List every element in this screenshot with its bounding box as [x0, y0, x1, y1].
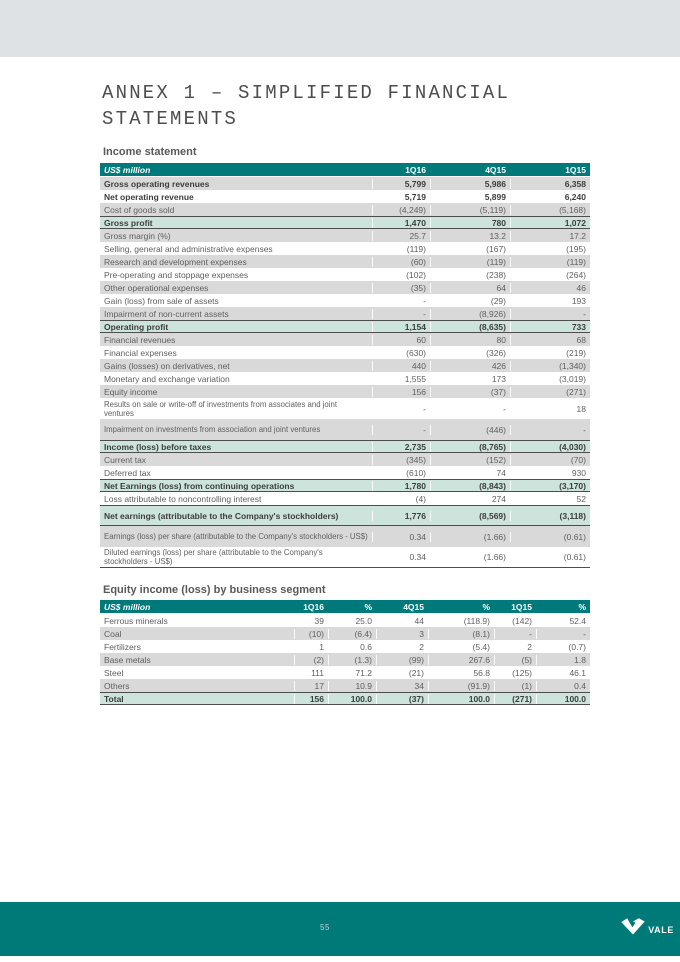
- cell-value: 64: [430, 283, 510, 293]
- page-title-line1: ANNEX 1 – SIMPLIFIED FINANCIAL: [102, 82, 511, 104]
- column-header: 4Q15: [403, 601, 424, 612]
- table-row: [100, 346, 590, 359]
- cell-value: 1,154: [372, 322, 430, 332]
- table-row: [100, 453, 590, 466]
- table-row: [100, 666, 590, 679]
- row-label: Net operating revenue: [104, 191, 194, 202]
- table-row: [100, 653, 590, 666]
- cell-value: 100.0: [328, 694, 376, 704]
- row-label: Gross profit: [104, 217, 153, 228]
- cell-value: 0.6: [328, 642, 376, 652]
- table-row: [100, 190, 590, 203]
- cell-value: 6,358: [510, 179, 590, 189]
- cell-value: (1.3): [328, 655, 376, 665]
- cell-value: -: [510, 425, 590, 435]
- cell-value: 193: [510, 296, 590, 306]
- table-row: [100, 479, 590, 492]
- cell-value: (1.66): [430, 532, 510, 542]
- cell-value: (271): [510, 387, 590, 397]
- cell-value: (6.4): [328, 629, 376, 639]
- cell-value: (37): [430, 387, 510, 397]
- cell-value: 780: [430, 218, 510, 228]
- cell-value: 5,986: [430, 179, 510, 189]
- table-row: [100, 505, 590, 526]
- cell-value: 2,735: [372, 442, 430, 452]
- row-label: Gross operating revenues: [104, 178, 210, 189]
- cell-value: 39: [294, 616, 328, 626]
- cell-value: 733: [510, 322, 590, 332]
- row-label: Gross margin (%): [104, 230, 171, 241]
- unit-label: US$ million: [104, 601, 151, 612]
- cell-value: 60: [372, 335, 430, 345]
- cell-value: (119): [372, 244, 430, 254]
- cell-value: 6,240: [510, 192, 590, 202]
- cell-value: 17.2: [510, 231, 590, 241]
- cell-value: -: [536, 629, 590, 639]
- table-row: [100, 255, 590, 268]
- table-row: [100, 216, 590, 229]
- cell-value: (1,340): [510, 361, 590, 371]
- row-label: Operating profit: [104, 321, 169, 332]
- row-label: Total: [104, 693, 124, 704]
- cell-value: (4,030): [510, 442, 590, 452]
- column-header: 1Q15: [565, 164, 586, 175]
- cell-value: (2): [294, 655, 328, 665]
- cell-value: -: [372, 309, 430, 319]
- table-row: [100, 307, 590, 320]
- column-header: %: [482, 601, 490, 612]
- page-footer: [0, 902, 680, 956]
- column-header: 4Q15: [485, 164, 506, 175]
- cell-value: (118.9): [428, 616, 494, 626]
- cell-value: 2: [376, 642, 428, 652]
- table-row: [100, 419, 590, 440]
- cell-value: 52: [510, 494, 590, 504]
- row-label: Income (loss) before taxes: [104, 441, 212, 452]
- table-header-row: [100, 163, 590, 176]
- cell-value: (264): [510, 270, 590, 280]
- row-label: Monetary and exchange variation: [104, 373, 230, 384]
- cell-value: 17: [294, 681, 328, 691]
- top-band: [0, 0, 680, 57]
- row-label: Others: [104, 680, 130, 691]
- column-header: 1Q16: [303, 601, 324, 612]
- cell-value: -: [510, 309, 590, 319]
- row-label: Diluted earnings (loss) per share (attributable to the Company's stockholders - US$): [104, 548, 323, 566]
- cell-value: (119): [430, 257, 510, 267]
- table-row: [100, 466, 590, 479]
- cell-value: 426: [430, 361, 510, 371]
- row-label: Impairment of non-current assets: [104, 308, 229, 319]
- cell-value: (3,118): [510, 511, 590, 521]
- cell-value: (102): [372, 270, 430, 280]
- row-label: Deferred tax: [104, 467, 151, 478]
- table-row: [100, 526, 590, 547]
- cell-value: (125): [494, 668, 536, 678]
- row-label: Gain (loss) from sale of assets: [104, 295, 219, 306]
- cell-value: -: [494, 629, 536, 639]
- cell-value: (21): [376, 668, 428, 678]
- cell-value: 10.9: [328, 681, 376, 691]
- table-row: [100, 294, 590, 307]
- cell-value: 46.1: [536, 668, 590, 678]
- cell-value: 44: [376, 616, 428, 626]
- cell-value: (10): [294, 629, 328, 639]
- table-row: [100, 679, 590, 692]
- cell-value: (4,249): [372, 205, 430, 215]
- cell-value: (119): [510, 257, 590, 267]
- cell-value: 3: [376, 629, 428, 639]
- table-row: [100, 229, 590, 242]
- cell-value: 1,780: [372, 481, 430, 491]
- row-label: Base metals: [104, 654, 151, 665]
- cell-value: 46: [510, 283, 590, 293]
- cell-value: (1.66): [430, 552, 510, 562]
- table-row: [100, 627, 590, 640]
- equity-income-table: [100, 600, 590, 705]
- cell-value: (238): [430, 270, 510, 280]
- cell-value: (271): [494, 694, 536, 704]
- cell-value: (70): [510, 455, 590, 465]
- cell-value: (167): [430, 244, 510, 254]
- table-row: [100, 614, 590, 627]
- row-label: Financial expenses: [104, 347, 177, 358]
- cell-value: -: [372, 296, 430, 306]
- cell-value: 440: [372, 361, 430, 371]
- cell-value: 2: [494, 642, 536, 652]
- income-statement-table: [100, 163, 590, 568]
- cell-value: 100.0: [428, 694, 494, 704]
- row-label: Earnings (loss) per share (attributable to the Company's stockholders - US$): [104, 532, 368, 541]
- cell-value: 156: [372, 387, 430, 397]
- cell-value: (195): [510, 244, 590, 254]
- row-label: Selling, general and administrative expenses: [104, 243, 273, 254]
- table-row: [100, 492, 590, 505]
- table-row: [100, 320, 590, 333]
- cell-value: (8,569): [430, 511, 510, 521]
- row-label: Loss attributable to noncontrolling interest: [104, 493, 262, 504]
- column-header: 1Q16: [405, 164, 426, 175]
- table-row: [100, 547, 590, 568]
- cell-value: 100.0: [536, 694, 590, 704]
- equity-income-heading: Equity income (loss) by business segment: [103, 584, 326, 596]
- cell-value: -: [372, 404, 430, 414]
- cell-value: (5,119): [430, 205, 510, 215]
- cell-value: 5,719: [372, 192, 430, 202]
- column-header: %: [578, 601, 586, 612]
- cell-value: (4): [372, 494, 430, 504]
- row-label: Fertilizers: [104, 641, 141, 652]
- page-title: [102, 80, 510, 132]
- table-row: [100, 177, 590, 190]
- table-row: [100, 640, 590, 653]
- cell-value: (5,168): [510, 205, 590, 215]
- unit-label: US$ million: [104, 164, 151, 175]
- cell-value: (60): [372, 257, 430, 267]
- income-statement-heading: Income statement: [103, 146, 197, 158]
- row-label: Results on sale or write-off of investments from associates and joint ventures: [104, 399, 338, 418]
- table-row: [100, 203, 590, 216]
- table-row: [100, 440, 590, 453]
- cell-value: (1): [494, 681, 536, 691]
- cell-value: 5,899: [430, 192, 510, 202]
- cell-value: (8.1): [428, 629, 494, 639]
- row-label: Impairment on investments from association and joint ventures: [104, 425, 321, 434]
- cell-value: (91.9): [428, 681, 494, 691]
- cell-value: (446): [430, 425, 510, 435]
- row-label: Coal: [104, 628, 122, 639]
- cell-value: (8,635): [430, 322, 510, 332]
- cell-value: (152): [430, 455, 510, 465]
- cell-value: 1,470: [372, 218, 430, 228]
- cell-value: 25.0: [328, 616, 376, 626]
- cell-value: 80: [430, 335, 510, 345]
- table-row: [100, 692, 590, 705]
- cell-value: 173: [430, 374, 510, 384]
- table-row: [100, 372, 590, 385]
- row-label: Financial revenues: [104, 334, 176, 345]
- row-label: Ferrous minerals: [104, 615, 168, 626]
- cell-value: (219): [510, 348, 590, 358]
- cell-value: 5,799: [372, 179, 430, 189]
- vale-wordmark: VALE: [648, 925, 674, 935]
- row-label: Net earnings (attributable to the Company's stockholders): [104, 510, 339, 521]
- cell-value: (0.7): [536, 642, 590, 652]
- cell-value: 156: [294, 694, 328, 704]
- row-label: Gains (losses) on derivatives, net: [104, 360, 230, 371]
- row-label: Other operational expenses: [104, 282, 209, 293]
- vale-v-icon: [620, 915, 646, 937]
- row-label: Steel: [104, 667, 124, 678]
- cell-value: (5.4): [428, 642, 494, 652]
- cell-value: (0.61): [510, 532, 590, 542]
- cell-value: 56.8: [428, 668, 494, 678]
- cell-value: (0.61): [510, 552, 590, 562]
- cell-value: 0.4: [536, 681, 590, 691]
- cell-value: 1,555: [372, 374, 430, 384]
- cell-value: 267.6: [428, 655, 494, 665]
- cell-value: 25.7: [372, 231, 430, 241]
- column-header: 1Q15: [511, 601, 532, 612]
- table-row: [100, 242, 590, 255]
- row-label: Net Earnings (loss) from continuing operations: [104, 480, 295, 491]
- column-header: %: [364, 601, 372, 612]
- cell-value: 74: [430, 468, 510, 478]
- cell-value: 0.34: [372, 552, 430, 562]
- cell-value: (8,843): [430, 481, 510, 491]
- cell-value: 111: [294, 668, 328, 678]
- cell-value: 68: [510, 335, 590, 345]
- cell-value: (35): [372, 283, 430, 293]
- table-row: [100, 359, 590, 372]
- table-row: [100, 385, 590, 398]
- cell-value: 274: [430, 494, 510, 504]
- cell-value: 52.4: [536, 616, 590, 626]
- table-row: [100, 281, 590, 294]
- row-label: Research and development expenses: [104, 256, 247, 267]
- vale-logo: [620, 915, 674, 937]
- cell-value: (3,019): [510, 374, 590, 384]
- cell-value: (5): [494, 655, 536, 665]
- row-label: Pre-operating and stoppage expenses: [104, 269, 249, 280]
- row-label: Equity income: [104, 386, 158, 397]
- cell-value: (99): [376, 655, 428, 665]
- cell-value: 1: [294, 642, 328, 652]
- cell-value: 1.8: [536, 655, 590, 665]
- cell-value: 1,776: [372, 511, 430, 521]
- cell-value: (29): [430, 296, 510, 306]
- cell-value: (37): [376, 694, 428, 704]
- cell-value: (3,170): [510, 481, 590, 491]
- cell-value: 13.2: [430, 231, 510, 241]
- cell-value: 930: [510, 468, 590, 478]
- page-number: 55: [320, 923, 330, 932]
- cell-value: (8,765): [430, 442, 510, 452]
- cell-value: 71.2: [328, 668, 376, 678]
- cell-value: -: [430, 404, 510, 414]
- page-title-line2: STATEMENTS: [102, 108, 239, 130]
- cell-value: (345): [372, 455, 430, 465]
- cell-value: 0.34: [372, 532, 430, 542]
- cell-value: (326): [430, 348, 510, 358]
- row-label: Current tax: [104, 454, 147, 465]
- table-row: [100, 268, 590, 281]
- row-label: Cost of goods sold: [104, 204, 175, 215]
- table-row: [100, 398, 590, 419]
- cell-value: 34: [376, 681, 428, 691]
- cell-value: (630): [372, 348, 430, 358]
- cell-value: (610): [372, 468, 430, 478]
- cell-value: -: [372, 425, 430, 435]
- table-row: [100, 333, 590, 346]
- cell-value: 1,072: [510, 218, 590, 228]
- cell-value: (142): [494, 616, 536, 626]
- cell-value: (8,926): [430, 309, 510, 319]
- table-header-row: [100, 600, 590, 613]
- cell-value: 18: [510, 404, 590, 414]
